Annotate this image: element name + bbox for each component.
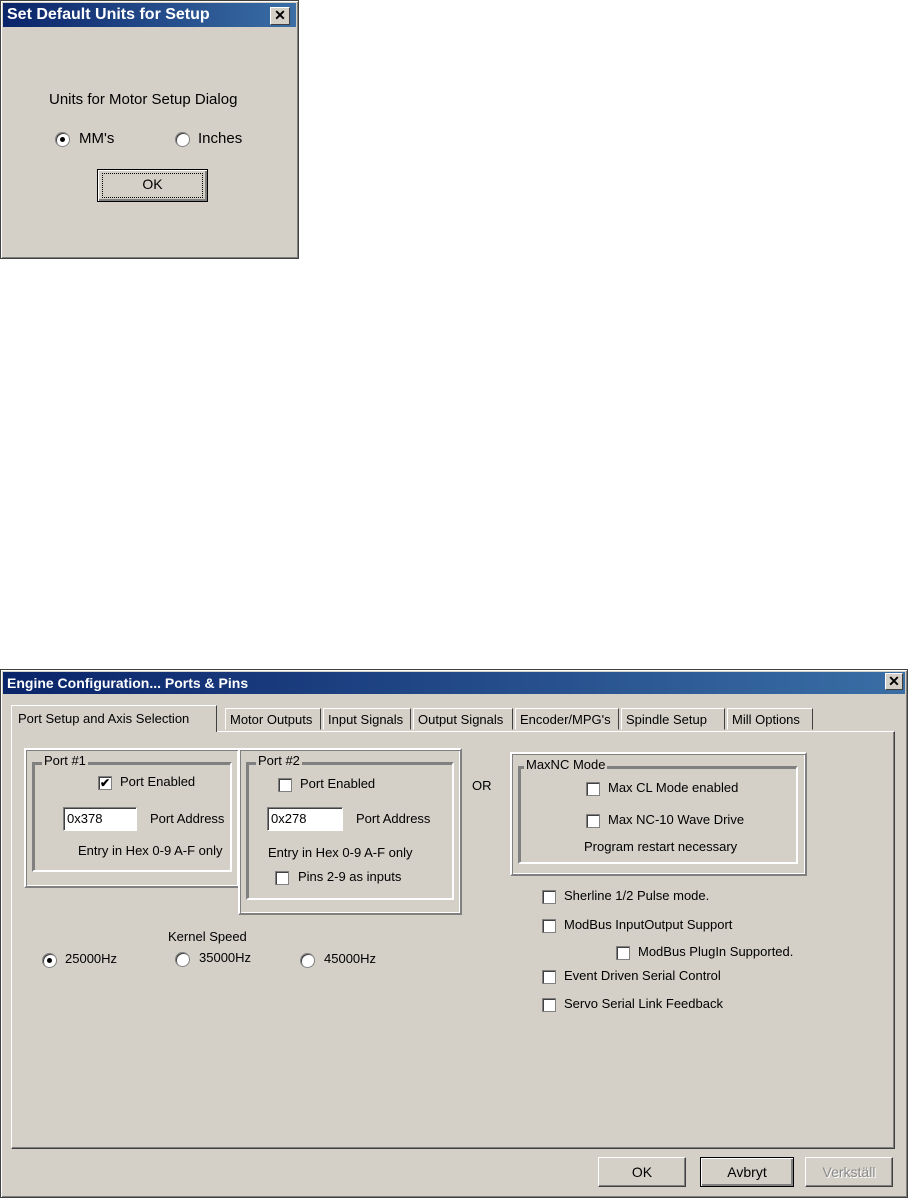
radio-35000hz[interactable] — [175, 952, 190, 967]
port1-title: Port #1 — [44, 753, 86, 768]
radio-25000hz-label: 25000Hz — [65, 951, 118, 966]
kernel-speed-label: Kernel Speed — [168, 929, 247, 944]
port1-frame — [24, 748, 240, 888]
maxnc-frame — [510, 752, 807, 876]
port1-hint: Entry in Hex 0-9 A-F only — [78, 843, 223, 858]
port1-enabled-label: Port Enabled — [120, 774, 196, 789]
or-label: OR — [472, 778, 492, 793]
tab-input-signals[interactable]: Input Signals — [323, 708, 411, 730]
sherline-checkbox[interactable] — [542, 890, 556, 904]
event-serial-checkbox[interactable] — [542, 970, 556, 984]
max-cl-checkbox[interactable] — [586, 782, 600, 796]
radio-mm[interactable] — [55, 132, 70, 147]
radio-inches-label: Inches — [198, 130, 243, 147]
units-dialog — [0, 0, 299, 259]
max-cl-label: Max CL Mode enabled — [608, 780, 739, 795]
tab-mill-options[interactable]: Mill Options — [727, 708, 813, 730]
port2-enabled-checkbox[interactable] — [278, 778, 292, 792]
port2-pins-checkbox[interactable] — [275, 871, 289, 885]
port2-hint: Entry in Hex 0-9 A-F only — [268, 845, 413, 860]
ok-button[interactable]: OK — [598, 1157, 686, 1187]
port1-address-input[interactable]: 0x378 — [63, 807, 137, 831]
port2-enabled-label: Port Enabled — [300, 776, 376, 791]
units-dialog-title: Set Default Units for Setup — [7, 6, 210, 23]
servo-serial-label: Servo Serial Link Feedback — [564, 996, 723, 1011]
apply-button[interactable]: Verkställ — [805, 1157, 893, 1187]
event-serial-label: Event Driven Serial Control — [564, 968, 721, 983]
port2-frame — [238, 748, 462, 915]
radio-inches[interactable] — [175, 132, 190, 147]
ok-button-label: OK — [142, 176, 163, 192]
port2-pins-label: Pins 2-9 as inputs — [298, 869, 402, 884]
close-icon[interactable]: ✕ — [270, 7, 290, 25]
port2-address-label: Port Address — [356, 811, 431, 826]
port1-enabled-checkbox[interactable]: ✔ — [99, 776, 111, 790]
port2-address-input[interactable]: 0x278 — [267, 807, 343, 831]
cancel-button[interactable]: Avbryt — [700, 1157, 794, 1187]
tab-motor-outputs[interactable]: Motor Outputs — [225, 708, 321, 730]
maxnc-note: Program restart necessary — [584, 839, 738, 854]
max-nc10-checkbox[interactable] — [586, 814, 600, 828]
units-prompt: Units for Motor Setup Dialog — [49, 91, 238, 108]
focus-rect — [102, 173, 203, 198]
tab-port-setup[interactable]: Port Setup and Axis Selection — [11, 705, 217, 732]
units-dialog-titlebar[interactable] — [3, 3, 296, 27]
servo-serial-checkbox[interactable] — [542, 998, 556, 1012]
tab-output-signals[interactable]: Output Signals — [413, 708, 513, 730]
modbus-plugin-checkbox[interactable] — [616, 946, 630, 960]
radio-35000hz-label: 35000Hz — [199, 950, 252, 965]
engine-config-dialog — [0, 669, 908, 1198]
modbus-io-checkbox[interactable] — [542, 919, 556, 933]
radio-mm-label: MM's — [79, 130, 115, 147]
max-nc10-label: Max NC-10 Wave Drive — [608, 812, 745, 827]
modbus-plugin-label: ModBus PlugIn Supported. — [638, 944, 794, 959]
radio-25000hz[interactable] — [42, 953, 57, 968]
sherline-label: Sherline 1/2 Pulse mode. — [564, 888, 710, 903]
maxnc-title: MaxNC Mode — [526, 757, 606, 772]
tab-panel — [11, 731, 895, 1149]
engine-dialog-title: Engine Configuration... Ports & Pins — [7, 675, 249, 691]
radio-45000hz-label: 45000Hz — [324, 951, 377, 966]
tab-spindle-setup[interactable]: Spindle Setup — [621, 708, 725, 730]
port2-title: Port #2 — [258, 753, 300, 768]
radio-45000hz[interactable] — [300, 953, 315, 968]
close-icon[interactable]: ✕ — [885, 673, 903, 690]
ok-button[interactable] — [97, 169, 208, 202]
modbus-io-label: ModBus InputOutput Support — [564, 917, 733, 932]
port1-address-label: Port Address — [150, 811, 225, 826]
tab-encoder-mpg[interactable]: Encoder/MPG's — [515, 708, 619, 730]
engine-dialog-titlebar[interactable] — [3, 672, 905, 694]
